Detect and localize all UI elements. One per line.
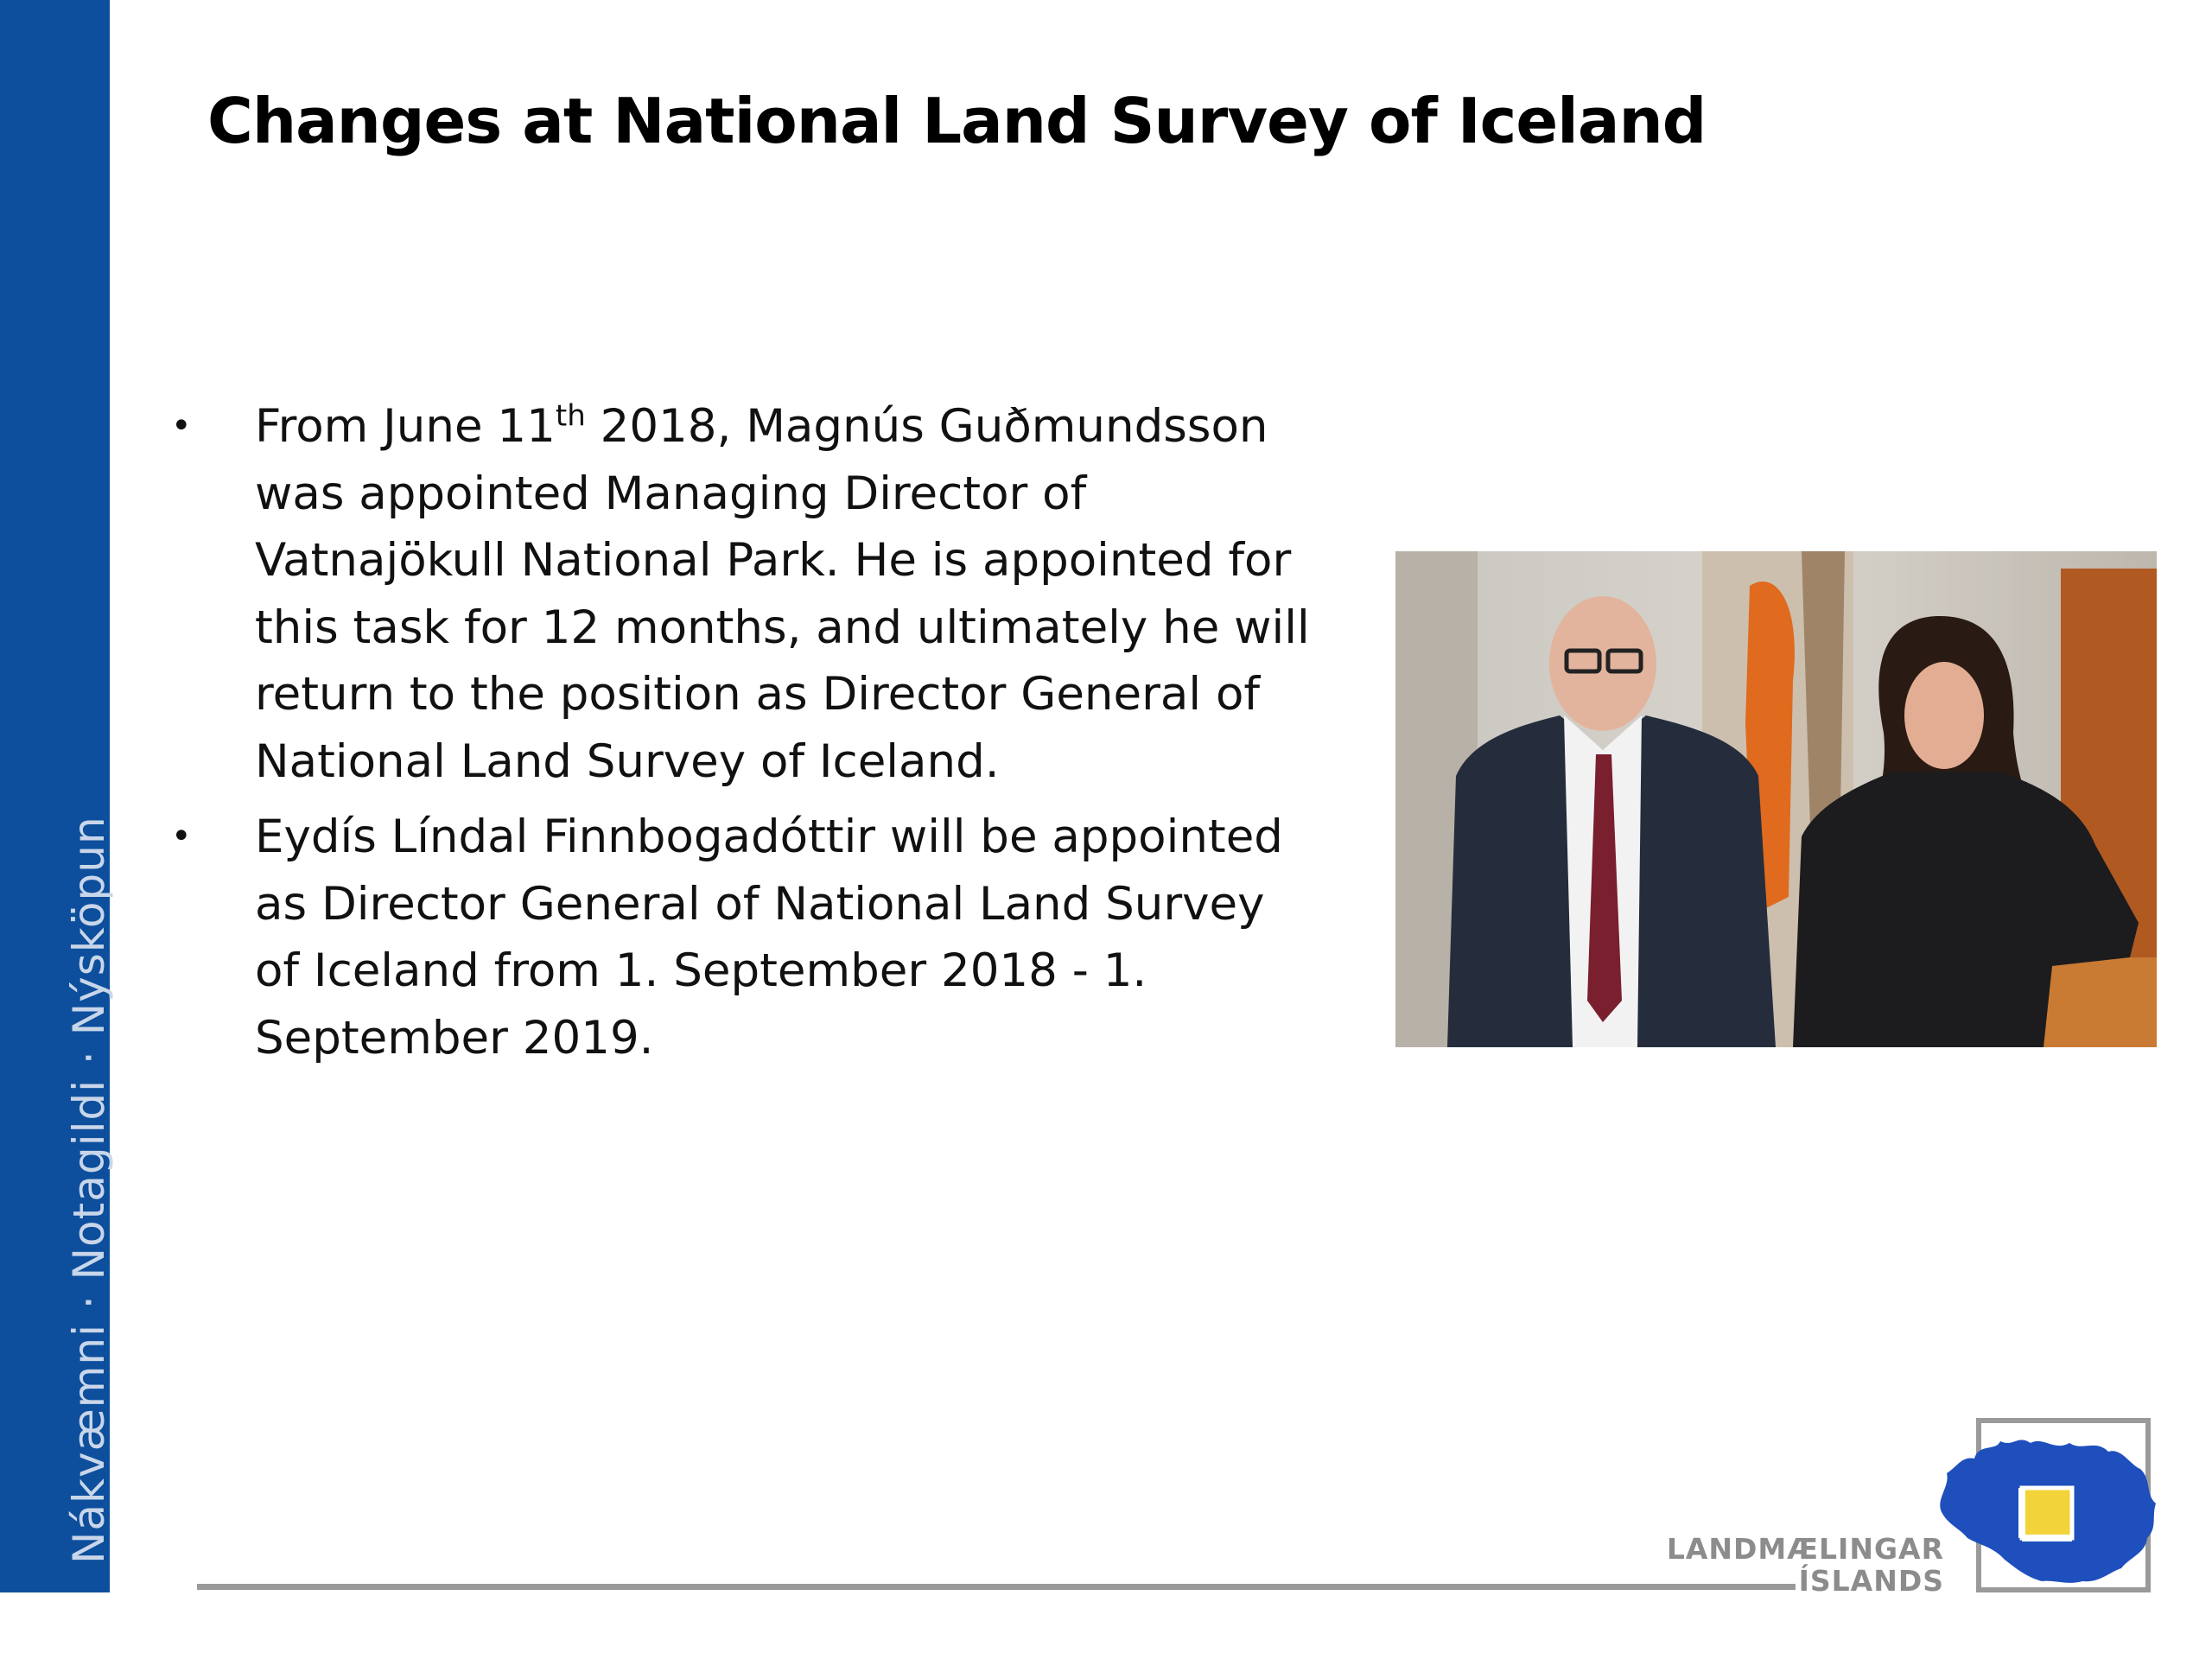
organization-logo	[1666, 1417, 2164, 1599]
bullet-text-1a: From June 11	[255, 400, 556, 453]
bullet-text-1-sup: th	[555, 398, 586, 434]
bullet-marker: •	[171, 406, 192, 446]
bullet-item-1	[164, 393, 1313, 795]
bullet-text-2: Eydís Líndal Finnbogadóttir will be appointed as Director General of National Land Survey of Iceland from 1. September 2018 - 1. September 2019.	[255, 810, 1283, 1065]
portrait-photo	[1395, 551, 2157, 1047]
sidebar-tagline: Nákvæmni · Notagildi · Nýsköpun	[64, 816, 114, 1564]
bullet-list	[164, 393, 1313, 1080]
bullet-item-2	[164, 804, 1313, 1071]
bullet-marker: •	[171, 817, 192, 856]
bullet-text-1b: 2018, Magnús Guðmundsson was appointed Managing Director of Vatnajökull National Park. He is appointed for this task for 12 months, and ultimately he will return to the position as Director General of National Land Survey of Iceland.	[255, 400, 1310, 788]
bottom-divider	[197, 1584, 1796, 1590]
slide-title: Changes at National Land Survey of Iceland	[207, 85, 1707, 157]
sidebar-band	[0, 0, 114, 1592]
logo-text-line2: ÍSLANDS	[1798, 1564, 1944, 1598]
logo-text-line1: LANDMÆLINGAR	[1666, 1532, 1944, 1566]
photo-illustration	[1395, 551, 2157, 1047]
